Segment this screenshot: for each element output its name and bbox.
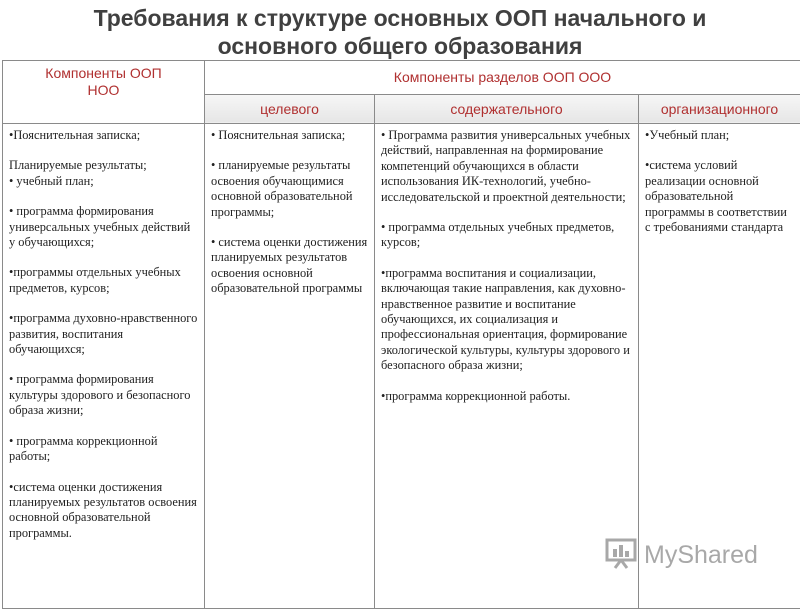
list-item: •программа духовно-нравственного развития, воспитания обучающихся;: [9, 311, 198, 357]
list-item: • учебный план;: [9, 174, 198, 189]
list-item: • программа формирования культуры здорового и безопасного образа жизни;: [9, 372, 198, 418]
list-item: •программы отдельных учебных предметов, курсов;: [9, 265, 198, 296]
list-item: • программа коррекционной работы;: [9, 434, 198, 465]
list-item: • система оценки достижения планируемых результатов освоения основной образовательной программы: [211, 235, 368, 297]
list-item: •система оценки достижения планируемых результатов освоения основной образовательной программы.: [9, 480, 198, 542]
watermark-text: MyShared: [644, 541, 758, 570]
list-item: • программа формирования универсальных учебных действий у обучающихся;: [9, 204, 198, 250]
subheader-target: целевого: [205, 94, 375, 123]
list-item: • программа отдельных учебных предметов, курсов;: [381, 220, 632, 251]
requirements-table: [2, 60, 800, 609]
subheader-content: содержательного: [375, 94, 639, 123]
subheader-organizational: организационного: [639, 94, 800, 123]
list-item: • Пояснительная записка;: [211, 128, 368, 143]
list-item: •программа коррекционной работы.: [381, 389, 632, 404]
list-item: •Пояснительная записка;: [9, 128, 198, 143]
page-title-line-2: основного общего образования: [0, 32, 800, 60]
list-item: •система условий реализации основной образовательной программы в соответствии с требованиями стандарта: [645, 158, 794, 235]
list-item: • Программа развития универсальных учебных действий, направленная на формирование компетенций обучающихся в области использования ИК-технологий, учебно-исследовательской и проектной деятельности;: [381, 128, 632, 205]
column-noo: [3, 124, 205, 609]
column-target: [205, 124, 375, 609]
list-item: Планируемые результаты;: [9, 158, 198, 173]
list-item: •Учебный план;: [645, 128, 794, 143]
page-title: [0, 0, 800, 64]
header-oop-noo-line-1: Компоненты ООП: [3, 65, 204, 82]
column-organizational: [639, 124, 800, 609]
page-title-line-1: Требования к структуре основных ООП начального и: [0, 4, 800, 32]
presentation-board-icon: [604, 536, 638, 575]
header-oop-ooo-sections: Компоненты разделов ООП ООО: [205, 61, 800, 95]
column-content: [375, 124, 639, 609]
header-oop-noo-components: [3, 61, 205, 124]
watermark-logo: [604, 537, 774, 573]
list-item: • планируемые результаты освоения обучающимися основной образовательной программы;: [211, 158, 368, 220]
list-item: •программа воспитания и социализации, включающая такие направления, как духовно-нравственное развитие и воспитание обучающихся, их социализация и профессиональная ориентация, формирование экологической культуры, культуры здорового и безопасного образа жизни;: [381, 266, 632, 374]
header-oop-noo-line-2: НОО: [3, 82, 204, 99]
